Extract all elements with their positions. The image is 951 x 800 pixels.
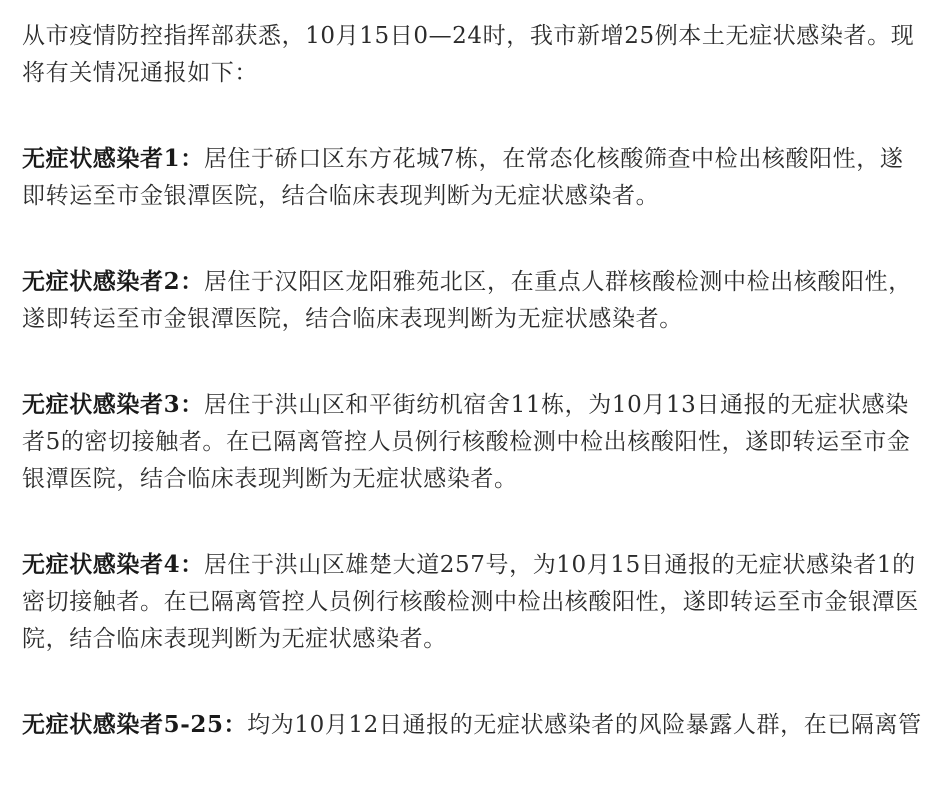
case-label-1: 无症状感染者1： [22,145,204,172]
case-paragraph-4 [22,546,927,658]
article-body [22,18,927,792]
case-label-4: 无症状感染者4： [22,551,204,578]
intro-paragraph: 从市疫情防控指挥部获悉，10月15日0—24时，我市新增25例本土无症状感染者。现将有关情况通报如下： [22,23,915,86]
case-label-3: 无症状感染者3： [22,391,204,418]
case-text-5-25: 均为10月12日通报的无症状感染者的风险暴露人群，在已隔离管 [247,712,922,738]
case-paragraph-1 [22,140,927,215]
case-text-3: 居住于洪山区和平街纺机宿舍11栋，为10月13日通报的无症状感染者5的密切接触者。在已隔离管控人员例行核酸检测中检出核酸阳性，遂即转运至市金银潭医院，结合临床表现判断为无症状感染者。 [22,392,911,492]
case-label-5-25: 无症状感染者5-25： [22,711,248,738]
case-paragraph-3 [22,386,927,498]
case-text-2: 居住于汉阳区龙阳雅苑北区，在重点人群核酸检测中检出核酸阳性，遂即转运至市金银潭医院，结合临床表现判断为无症状感染者。 [22,269,912,332]
case-paragraph-5-25 [22,706,927,744]
case-text-4: 居住于洪山区雄楚大道257号，为10月15日通报的无症状感染者1的密切接触者。在已隔离管控人员例行核酸检测中检出核酸阳性，遂即转运至市金银潭医院，结合临床表现判断为无症状感染者。 [22,552,919,652]
case-label-2: 无症状感染者2： [22,268,204,295]
case-paragraph-2 [22,263,927,338]
case-text-1: 居住于硚口区东方花城7栋，在常态化核酸筛查中检出核酸阳性，遂即转运至市金银潭医院，结合临床表现判断为无症状感染者。 [22,146,904,209]
